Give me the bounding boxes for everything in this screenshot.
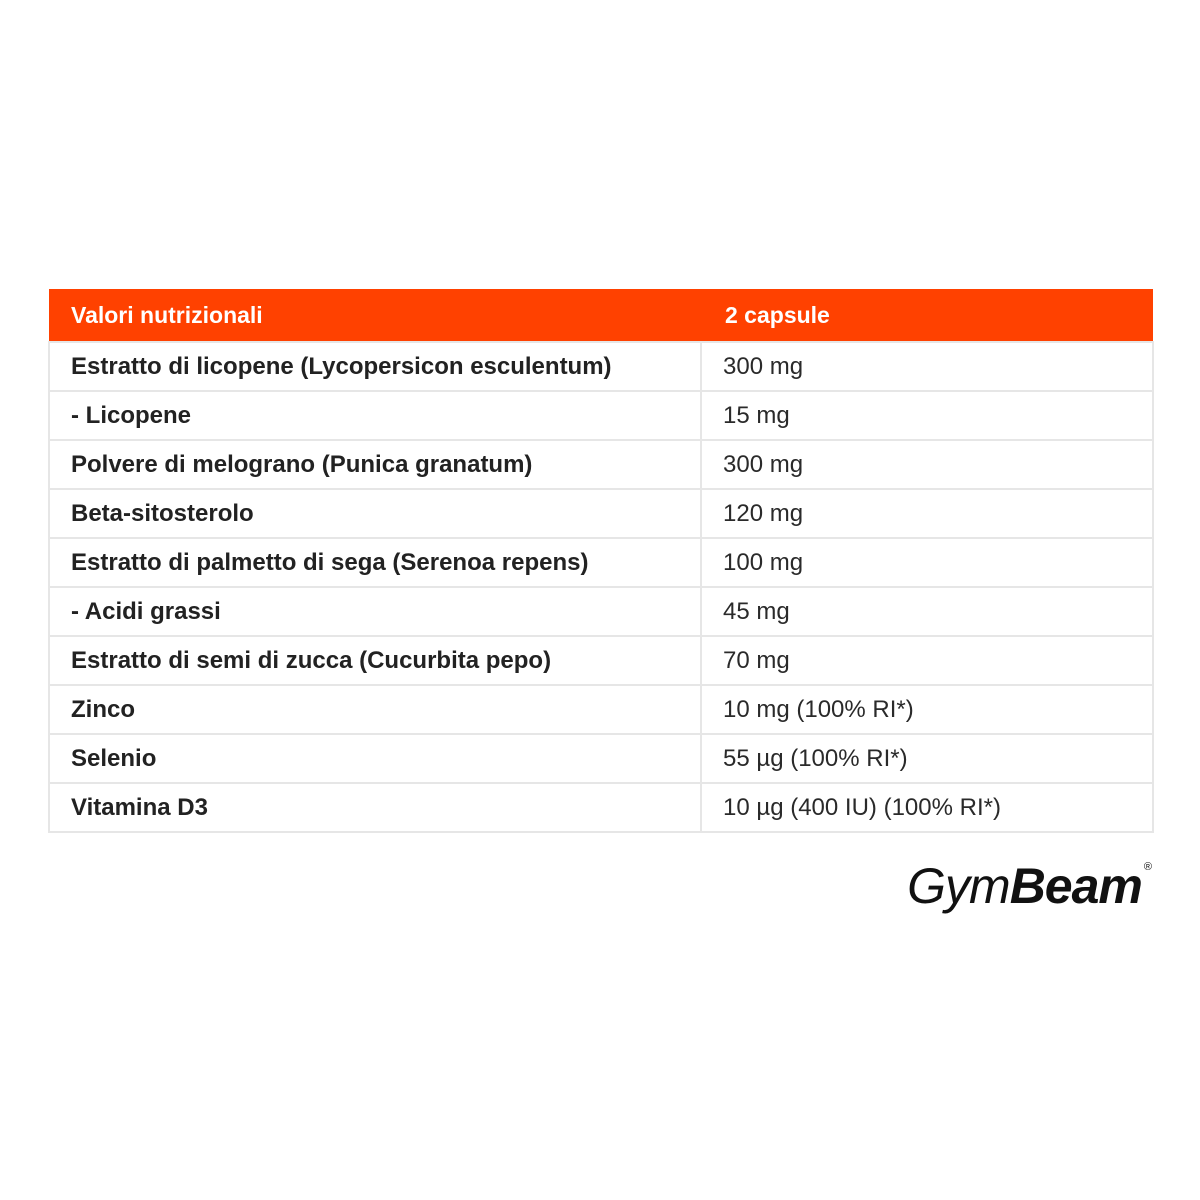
nutrient-name: Vitamina D3 <box>49 783 701 832</box>
nutrient-name: - Acidi grassi <box>49 587 701 636</box>
nutrient-name: Beta-sitosterolo <box>49 489 701 538</box>
nutrient-name: Estratto di licopene (Lycopersicon esculentum) <box>49 342 701 391</box>
column-header-amount: 2 capsule <box>701 289 1153 342</box>
nutrient-name: Selenio <box>49 734 701 783</box>
table-row <box>49 783 1153 832</box>
nutrient-amount: 300 mg <box>701 440 1153 489</box>
nutrient-name: Estratto di palmetto di sega (Serenoa repens) <box>49 538 701 587</box>
nutrient-amount: 100 mg <box>701 538 1153 587</box>
nutrient-amount: 300 mg <box>701 342 1153 391</box>
logo-text-gym: Gym <box>907 858 1010 914</box>
nutrient-amount: 10 mg (100% RI*) <box>701 685 1153 734</box>
column-header-nutrients: Valori nutrizionali <box>49 289 701 342</box>
table-row <box>49 391 1153 440</box>
nutrition-table <box>48 289 1154 833</box>
nutrient-amount: 55 µg (100% RI*) <box>701 734 1153 783</box>
nutrient-name: Polvere di melograno (Punica granatum) <box>49 440 701 489</box>
nutrient-amount: 15 mg <box>701 391 1153 440</box>
logo-text-beam: Beam <box>1009 858 1142 914</box>
table-row <box>49 734 1153 783</box>
table-row <box>49 636 1153 685</box>
table-row <box>49 342 1153 391</box>
nutrient-amount: 120 mg <box>701 489 1153 538</box>
table-row <box>49 538 1153 587</box>
nutrient-name: Zinco <box>49 685 701 734</box>
registered-mark: ® <box>1143 861 1152 873</box>
table-row <box>49 587 1153 636</box>
table-row <box>49 489 1153 538</box>
table-row <box>49 440 1153 489</box>
nutrient-name: - Licopene <box>49 391 701 440</box>
nutrient-amount: 70 mg <box>701 636 1153 685</box>
gymbeam-logo <box>907 858 1152 914</box>
table-header-row <box>49 289 1153 342</box>
nutrient-amount: 10 µg (400 IU) (100% RI*) <box>701 783 1153 832</box>
table-row <box>49 685 1153 734</box>
nutrient-amount: 45 mg <box>701 587 1153 636</box>
nutrient-name: Estratto di semi di zucca (Cucurbita pepo) <box>49 636 701 685</box>
